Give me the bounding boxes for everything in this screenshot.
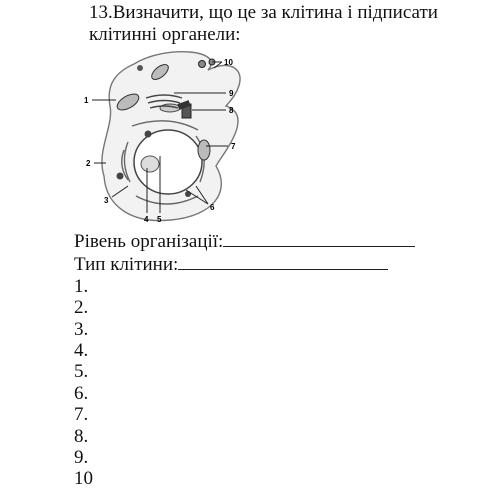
answer-form xyxy=(74,229,415,490)
label-1: 1 xyxy=(84,96,89,105)
cell-type-row xyxy=(74,252,415,275)
lysosome-1 xyxy=(199,61,206,68)
task-title-line-2: клітинні органели: xyxy=(89,24,241,45)
label-6: 6 xyxy=(210,203,215,212)
label-2: 2 xyxy=(86,159,91,168)
lysosome-3 xyxy=(137,65,143,71)
animal-cell-illustration xyxy=(76,46,336,236)
answer-item: 4. xyxy=(74,340,89,362)
label-10: 10 xyxy=(224,58,233,67)
label-5: 5 xyxy=(157,215,162,224)
cell-type-label: Тип клітини: xyxy=(74,254,179,276)
organization-level-row xyxy=(74,229,415,252)
task-title-line-1: 13.Визначити, що це за клітина і підписати xyxy=(89,2,438,23)
answer-item: 6. xyxy=(74,382,89,404)
organization-level-blank[interactable] xyxy=(223,229,415,247)
answer-item: 7. xyxy=(74,404,89,426)
answer-item: 2. xyxy=(74,297,89,319)
answer-item: 1. xyxy=(74,275,89,297)
label-7: 7 xyxy=(231,142,236,151)
cell-type-blank[interactable] xyxy=(178,252,388,270)
cell-diagram xyxy=(76,46,336,236)
mitochondrion-3 xyxy=(198,140,210,160)
vesicle-2 xyxy=(145,131,152,138)
organization-level-label: Рівень організації: xyxy=(74,231,224,252)
label-4: 4 xyxy=(144,215,149,224)
answer-item: 8. xyxy=(74,425,89,447)
nucleolus xyxy=(141,156,159,172)
label-3: 3 xyxy=(104,196,109,205)
answer-item: 3. xyxy=(74,318,89,340)
task-title xyxy=(89,2,489,46)
answer-item: 5. xyxy=(74,361,89,383)
answer-item: 9. xyxy=(74,447,89,469)
label-8: 8 xyxy=(229,106,234,115)
vesicle-3 xyxy=(185,191,191,197)
answer-item: 10 xyxy=(74,468,93,490)
vesicle xyxy=(117,173,124,180)
label-9: 9 xyxy=(229,89,234,98)
